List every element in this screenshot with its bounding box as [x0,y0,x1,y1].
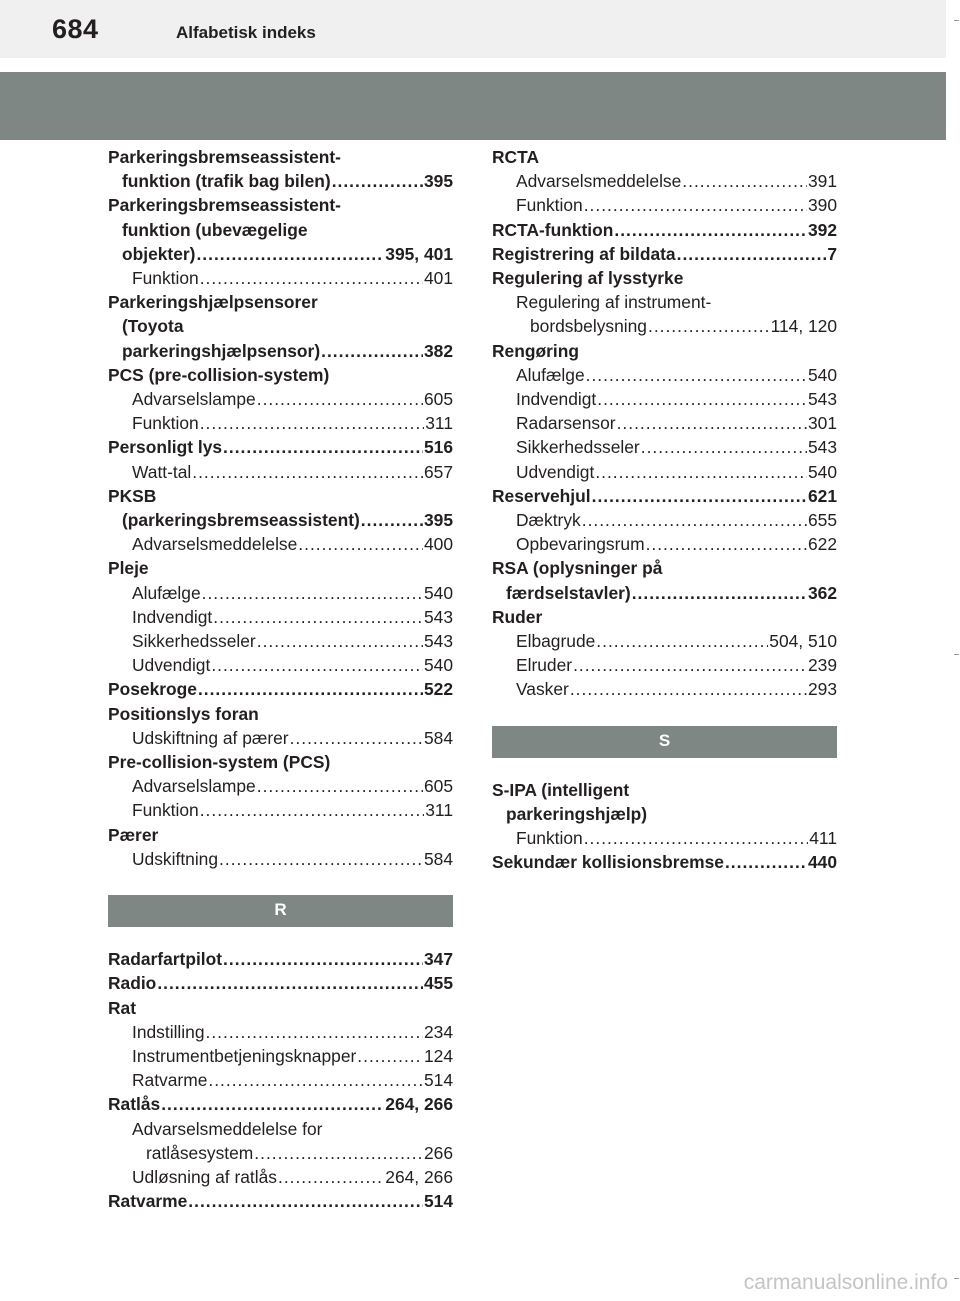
index-entry [492,266,837,290]
page-ref: 391 [807,171,837,192]
index-entry [108,971,453,995]
index-subentry [108,653,453,677]
entry-text: Elbagrude [516,631,596,652]
dot-leader [223,947,423,971]
dot-leader [596,629,768,653]
index-entry [108,1189,453,1213]
entry-text: Udvendigt [132,655,211,676]
index-subentry [108,1020,453,1044]
page-ref: 7 [827,243,837,264]
page-ref: 543 [423,631,453,652]
entry-text: Alufælge [516,364,585,385]
index-entry [492,605,837,629]
dot-leader [573,653,807,677]
index-subentry [492,653,837,677]
index-entry [108,193,453,266]
page-ref: 605 [423,776,453,797]
entry-line: Parkeringsbremseassistent- [108,195,341,216]
dot-leader [206,1020,423,1044]
dot-leader [208,1068,423,1092]
dot-leader [254,1141,423,1165]
index-entry [492,484,837,508]
dot-leader [157,971,423,995]
index-subentry [492,532,837,556]
dot-leader [188,1189,423,1213]
subentry-line: Advarselsmeddelelse for [132,1118,323,1139]
page-ref: 239 [807,655,837,676]
dot-leader [213,605,423,629]
entry-text: Udskiftning af pærer [132,727,289,748]
entry-text: Udløsning af ratlås [132,1166,277,1187]
entry-text: Sikkerhedsseler [132,631,256,652]
entry-text: Sikkerhedsseler [516,437,640,458]
entry-line [108,1189,453,1213]
header-bar [0,0,946,58]
page-ref: 540 [423,655,453,676]
dot-leader [646,532,807,556]
entry-text: Advarselslampe [132,389,256,410]
entry-line [492,484,837,508]
entry-line: Ruder [492,606,543,627]
index-entry [108,435,453,459]
subentry-line [492,387,837,411]
entry-text: Advarselsmeddelelse [132,534,298,555]
dot-leader [357,1044,423,1068]
page-ref: 392 [807,219,837,240]
subentry-line [108,460,453,484]
entry-text: Dæktryk [516,510,581,531]
page-ref: 584 [423,727,453,748]
page-ref: 347 [423,949,453,970]
dot-leader [278,1165,384,1189]
dot-leader [632,581,807,605]
entry-text: Funktion [132,800,199,821]
section-heading: S [492,726,837,758]
index-subentry [492,508,837,532]
index-subentry [492,435,837,459]
entry-text: Radarsensor [516,413,616,434]
index-entry [492,145,837,169]
index-column-right [492,145,837,874]
page-ref: 114, 120 [770,316,837,337]
subentry-line [108,847,453,871]
page-ref: 516 [423,437,453,458]
index-entry [108,290,453,363]
index-subentry [492,363,837,387]
page-ref: 540 [807,461,837,482]
page-ref: 584 [423,848,453,869]
page-ref: 657 [423,461,453,482]
dot-leader [677,242,827,266]
header-banner [0,72,946,140]
crop-mark [954,20,959,21]
index-entry [108,556,453,580]
entry-line [108,435,453,459]
dot-leader [290,726,423,750]
index-subentry [108,581,453,605]
page-ref: 395, 401 [385,243,453,264]
page-ref: 234 [423,1021,453,1042]
subentry-line [492,411,837,435]
index-column-left [108,145,453,1213]
index-subentry [492,826,837,850]
subentry-line [108,532,453,556]
page-ref: 455 [423,973,453,994]
subentry-line [108,653,453,677]
index-subentry [492,387,837,411]
entry-text: (parkeringsbremseassistent) [122,510,360,531]
dot-leader [614,218,807,242]
dot-leader [196,242,384,266]
index-subentry [108,629,453,653]
entry-text: Funktion [516,828,583,849]
dot-leader [200,266,423,290]
index-entry [108,677,453,701]
entry-text: Watt-tal [132,461,192,482]
entry-line [108,971,453,995]
entry-text: Funktion [132,268,199,289]
subentry-line [108,1165,453,1189]
entry-line: funktion (ubevægelige [122,219,308,240]
page-ref: 293 [807,679,837,700]
dot-leader [332,169,423,193]
dot-leader [584,193,807,217]
index-subentry [108,847,453,871]
subentry-line [108,605,453,629]
page-ref: 514 [423,1191,453,1212]
dot-leader [219,847,423,871]
dot-leader [211,653,423,677]
entry-text: Radarfartpilot [108,949,223,970]
index-subentry [108,774,453,798]
entry-text: ratlåsesystem [146,1142,254,1163]
entry-text: Registrering af bildata [492,243,676,264]
entry-text: Elruder [516,655,573,676]
subentry-line [492,826,837,850]
dot-leader [192,460,423,484]
index-subentry [108,605,453,629]
entry-text: Vasker [516,679,569,700]
index-subentry [492,629,837,653]
entry-text: funktion (trafik bag bilen) [122,171,331,192]
page-ref: 522 [423,679,453,700]
page-title: Alfabetisk indeks [176,23,316,42]
page-ref: 504, 510 [769,631,837,652]
page-ref: 266 [423,1142,453,1163]
index-entry [108,1092,453,1116]
subentry-line [108,411,453,435]
subentry-line [108,581,453,605]
page-ref: 543 [807,389,837,410]
index-entry [108,145,453,193]
page-ref: 264, 266 [385,1166,453,1187]
entry-text: RCTA-funktion [492,219,614,240]
index-entry [108,702,453,726]
entry-line: parkeringshjælp) [506,803,648,824]
subentry-line [492,629,837,653]
entry-line [108,1092,453,1116]
page-ref: 400 [423,534,453,555]
subentry-line [492,508,837,532]
entry-line: Rengøring [492,340,579,361]
dot-leader [617,411,807,435]
entry-line [108,169,453,193]
entry-text: Posekroge [108,679,197,700]
dot-leader [223,435,423,459]
entry-text: Sekundær kollisionsbremse [492,852,724,873]
entry-line: Parkeringsbremseassistent- [108,147,341,167]
crop-mark [954,654,959,655]
page-ref: 540 [807,364,837,385]
subentry-line: Regulering af instrument- [516,292,712,313]
dot-leader [570,677,807,701]
page-ref: 622 [807,534,837,555]
index-subentry [492,460,837,484]
entry-text: Ratlås [108,1094,161,1115]
page-ref: 382 [423,340,453,361]
entry-line: (Toyota [122,316,184,337]
index-subentry [108,460,453,484]
page-ref: 605 [423,389,453,410]
page-ref: 395 [423,171,453,192]
page-ref: 543 [423,606,453,627]
subentry-line [108,1044,453,1068]
entry-text: Radio [108,973,157,994]
entry-line: Parkeringshjælpsensorer [108,292,318,313]
index-entry [492,778,837,826]
index-entry [108,750,453,774]
entry-line: Rat [108,997,137,1018]
dot-leader [202,581,423,605]
subentry-line [492,363,837,387]
page-ref: 124 [423,1045,453,1066]
entry-text: Ratvarme [132,1070,208,1091]
entry-line [492,218,837,242]
index-subentry [108,266,453,290]
entry-text: Instrumentbetjeningsknapper [132,1045,357,1066]
entry-text: Udskiftning [132,848,219,869]
page-ref: 311 [425,413,453,434]
entry-text: Personligt lys [108,437,223,458]
page-number: 684 [52,14,99,44]
dot-leader [298,532,423,556]
dot-leader [725,850,807,874]
dot-leader [198,677,423,701]
entry-line: Positionslys foran [108,703,259,724]
index-subentry [492,411,837,435]
entry-text: Ratvarme [108,1191,188,1212]
dot-leader [592,484,807,508]
index-subentry [492,677,837,701]
subentry-line [492,532,837,556]
entry-line: RSA (oplysninger på [492,558,663,579]
subentry-line [492,169,837,193]
page-ref: 655 [807,510,837,531]
entry-line [108,947,453,971]
index-entry [492,850,837,874]
subentry-line [108,1141,453,1165]
index-subentry [108,1117,453,1165]
subentry-line [108,1020,453,1044]
index-entry [108,996,453,1020]
entry-line: RCTA [492,147,540,167]
entry-line: PCS (pre-collision-system) [108,364,330,385]
index-subentry [492,169,837,193]
entry-line: S-IPA (intelligent [492,779,630,800]
subentry-line [492,314,837,338]
entry-text: objekter) [122,243,196,264]
watermark: carmanualsonline.info [743,1271,948,1294]
dot-leader [257,387,423,411]
dot-leader [257,629,423,653]
index-entry [108,363,453,387]
entry-text: Alufælge [132,582,201,603]
index-entry [108,484,453,532]
section-heading: R [108,895,453,927]
entry-text: Advarselsmeddelelse [516,171,682,192]
entry-line: Regulering af lysstyrke [492,268,684,289]
entry-line [492,581,837,605]
subentry-line [492,653,837,677]
dot-leader [321,339,423,363]
index-subentry [108,798,453,822]
dot-leader [586,363,807,387]
subentry-line [108,1068,453,1092]
entry-line: Pre-collision-system (PCS) [108,752,331,773]
dot-leader [361,508,423,532]
index-subentry [492,193,837,217]
index-entry [492,556,837,604]
entry-text: Indvendigt [516,389,597,410]
entry-line: Pærer [108,824,159,845]
index-subentry [108,411,453,435]
subentry-line [492,677,837,701]
page-ref: 395 [423,510,453,531]
entry-text: Indstilling [132,1021,205,1042]
entry-text: Udvendigt [516,461,595,482]
dot-leader [584,826,809,850]
dot-leader [682,169,807,193]
crop-mark [954,1278,959,1279]
subentry-line [108,798,453,822]
index-entry [108,823,453,847]
subentry-line [492,193,837,217]
page-ref: 621 [807,485,837,506]
page-ref: 543 [807,437,837,458]
subentry-line [108,629,453,653]
index-subentry [108,1044,453,1068]
index-entry [108,947,453,971]
subentry-line [108,726,453,750]
index-entry [492,339,837,363]
page-ref: 301 [807,413,837,434]
dot-leader [161,1092,384,1116]
entry-text: Funktion [132,413,199,434]
dot-leader [597,387,807,411]
dot-leader [595,460,807,484]
page-ref: 390 [807,195,837,216]
entry-text: Reservehjul [492,485,591,506]
entry-line [108,242,453,266]
page-ref: 264, 266 [385,1094,453,1115]
page-ref: 411 [809,828,837,849]
page-ref: 540 [423,582,453,603]
entry-text: Indvendigt [132,606,213,627]
page-ref: 514 [423,1070,453,1091]
index-subentry [108,726,453,750]
page-ref: 440 [807,852,837,873]
index-entry [492,218,837,242]
subentry-line [492,435,837,459]
dot-leader [200,798,425,822]
subentry-line [108,387,453,411]
index-subentry [108,1068,453,1092]
subentry-line [492,460,837,484]
dot-leader [200,411,425,435]
dot-leader [257,774,423,798]
dot-leader [648,314,770,338]
entry-text: Advarselslampe [132,776,256,797]
entry-text: færdselstavler) [506,582,631,603]
entry-line: PKSB [108,485,157,506]
index-subentry [108,387,453,411]
index-entry [492,242,837,266]
page-ref: 401 [423,268,453,289]
entry-line [108,508,453,532]
entry-text: Funktion [516,195,583,216]
dot-leader [641,435,807,459]
page-ref: 362 [807,582,837,603]
entry-line [492,850,837,874]
entry-line [492,242,837,266]
index-subentry [108,532,453,556]
dot-leader [582,508,807,532]
index-subentry [108,1165,453,1189]
subentry-line [108,266,453,290]
entry-text: parkeringshjælpsensor) [122,340,321,361]
subentry-line [108,774,453,798]
entry-line: Pleje [108,558,149,579]
entry-line [108,339,453,363]
entry-line [108,677,453,701]
entry-text: Opbevaringsrum [516,534,645,555]
index-subentry [492,290,837,338]
entry-text: bordsbelysning [530,316,647,337]
page-ref: 311 [425,800,453,821]
